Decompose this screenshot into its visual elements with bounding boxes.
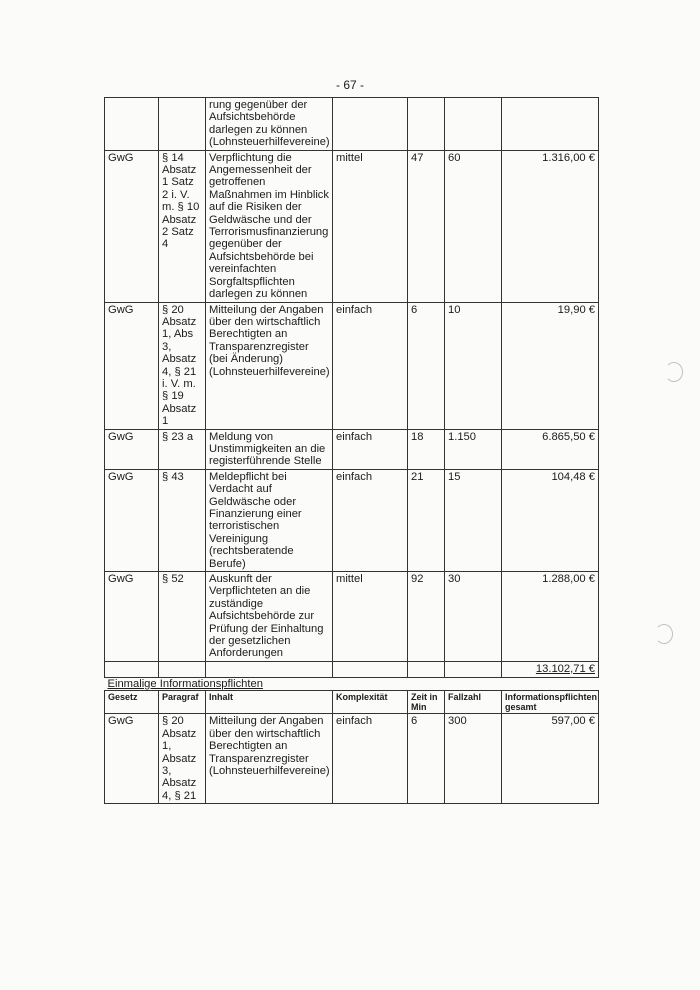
table-row <box>105 714 599 804</box>
cell-zeit: 6 <box>408 302 445 429</box>
cell-komplexitaet: einfach <box>333 429 408 469</box>
table-row <box>105 572 599 662</box>
cell-paragraf: § 43 <box>159 469 206 571</box>
table-row <box>105 429 599 469</box>
cell-komplexitaet <box>333 98 408 151</box>
cell-kosten: 6.865,50 € <box>502 429 599 469</box>
cell-paragraf: § 20 Absatz 1, Absatz 3, Absatz 4, § 21 <box>159 714 206 804</box>
page-number: - 67 - <box>336 78 365 92</box>
total-value: 13.102,71 € <box>502 661 599 677</box>
cell-empty <box>408 661 445 677</box>
cell-zeit: 21 <box>408 469 445 571</box>
cell-gesetz: GwG <box>105 429 159 469</box>
cell-paragraf: § 23 a <box>159 429 206 469</box>
cell-komplexitaet: einfach <box>333 469 408 571</box>
cell-komplexitaet: mittel <box>333 150 408 302</box>
cell-empty <box>159 661 206 677</box>
total-row <box>105 661 599 677</box>
cell-gesetz: GwG <box>105 572 159 662</box>
cell-komplexitaet: einfach <box>333 302 408 429</box>
cell-inhalt: rung gegenüber der Aufsichtsbehörde darlegen zu können (Lohnsteuerhilfevereine) <box>206 98 333 151</box>
header-komplexitaet: Komplexität <box>333 691 408 714</box>
cell-zeit <box>408 98 445 151</box>
header-zeit: Zeit in Min <box>408 691 445 714</box>
continued-row <box>105 98 599 151</box>
cell-empty <box>206 661 333 677</box>
section-title-cell <box>105 677 599 690</box>
scan-smudge-mark <box>655 624 673 644</box>
cell-fallzahl <box>445 98 502 151</box>
cell-fallzahl: 15 <box>445 469 502 571</box>
cell-gesetz <box>105 98 159 151</box>
cell-inhalt: Auskunft der Verpflichteten an die zuständige Aufsichtsbehörde zur Prüfung der Einhaltung der gesetzlichen Anforderungen <box>206 572 333 662</box>
section-row <box>105 677 599 690</box>
cell-kosten: 19,90 € <box>502 302 599 429</box>
cell-gesetz: GwG <box>105 714 159 804</box>
section-title: Einmalige Informationspflichten <box>107 677 263 690</box>
header-fallzahl: Fallzahl <box>445 691 502 714</box>
header-paragraf: Paragraf <box>159 691 206 714</box>
table-row <box>105 302 599 429</box>
cell-fallzahl: 300 <box>445 714 502 804</box>
cell-empty <box>105 661 159 677</box>
cell-zeit: 6 <box>408 714 445 804</box>
cell-inhalt: Verpflichtung die Angemessenheit der getroffenen Maßnahmen im Hinblick auf die Risiken der Geldwäsche und der Terrorismusfinanzierung gegenüber der Aufsichtsbehörde bei vereinfachten Sorgfaltspflichten darlegen zu können <box>206 150 333 302</box>
cell-gesetz: GwG <box>105 302 159 429</box>
information-obligations-table <box>104 97 599 804</box>
cell-inhalt: Meldepflicht bei Verdacht auf Geldwäsche oder Finanzierung einer terroristischen Vereinigung (rechtsberatende Berufe) <box>206 469 333 571</box>
cell-kosten: 1.316,00 € <box>502 150 599 302</box>
cell-kosten <box>502 98 599 151</box>
cell-komplexitaet: mittel <box>333 572 408 662</box>
header-gesetz: Gesetz <box>105 691 159 714</box>
cell-komplexitaet: einfach <box>333 714 408 804</box>
cell-zeit: 47 <box>408 150 445 302</box>
cell-fallzahl: 60 <box>445 150 502 302</box>
cell-kosten: 597,00 € <box>502 714 599 804</box>
cell-fallzahl: 1.150 <box>445 429 502 469</box>
table-row <box>105 150 599 302</box>
cell-paragraf: § 14 Absatz 1 Satz 2 i. V. m. § 10 Absatz 2 Satz 4 <box>159 150 206 302</box>
cell-paragraf: § 52 <box>159 572 206 662</box>
header-kosten: Informationspflichten gesamt <box>502 691 599 714</box>
cell-kosten: 104,48 € <box>502 469 599 571</box>
table-row <box>105 469 599 571</box>
cell-fallzahl: 10 <box>445 302 502 429</box>
header-row <box>105 691 599 714</box>
cell-paragraf <box>159 98 206 151</box>
cell-inhalt: Meldung von Unstimmigkeiten an die registerführende Stelle <box>206 429 333 469</box>
cell-zeit: 92 <box>408 572 445 662</box>
cell-gesetz: GwG <box>105 150 159 302</box>
cell-zeit: 18 <box>408 429 445 469</box>
cell-inhalt: Mitteilung der Angaben über den wirtschaftlich Berechtigten an Transparenzregister (bei Änderung) (Lohnsteuerhilfevereine) <box>206 302 333 429</box>
cell-empty <box>333 661 408 677</box>
header-inhalt: Inhalt <box>206 691 333 714</box>
scan-smudge-mark <box>665 362 683 382</box>
cell-inhalt: Mitteilung der Angaben über den wirtschaftlich Berechtigten an Transparenzregister (Lohnsteuerhilfevereine) <box>206 714 333 804</box>
cell-paragraf: § 20 Absatz 1, Abs 3, Absatz 4, § 21 i. V. m. § 19 Absatz 1 <box>159 302 206 429</box>
cell-gesetz: GwG <box>105 469 159 571</box>
cell-empty <box>445 661 502 677</box>
cell-kosten: 1.288,00 € <box>502 572 599 662</box>
cell-fallzahl: 30 <box>445 572 502 662</box>
